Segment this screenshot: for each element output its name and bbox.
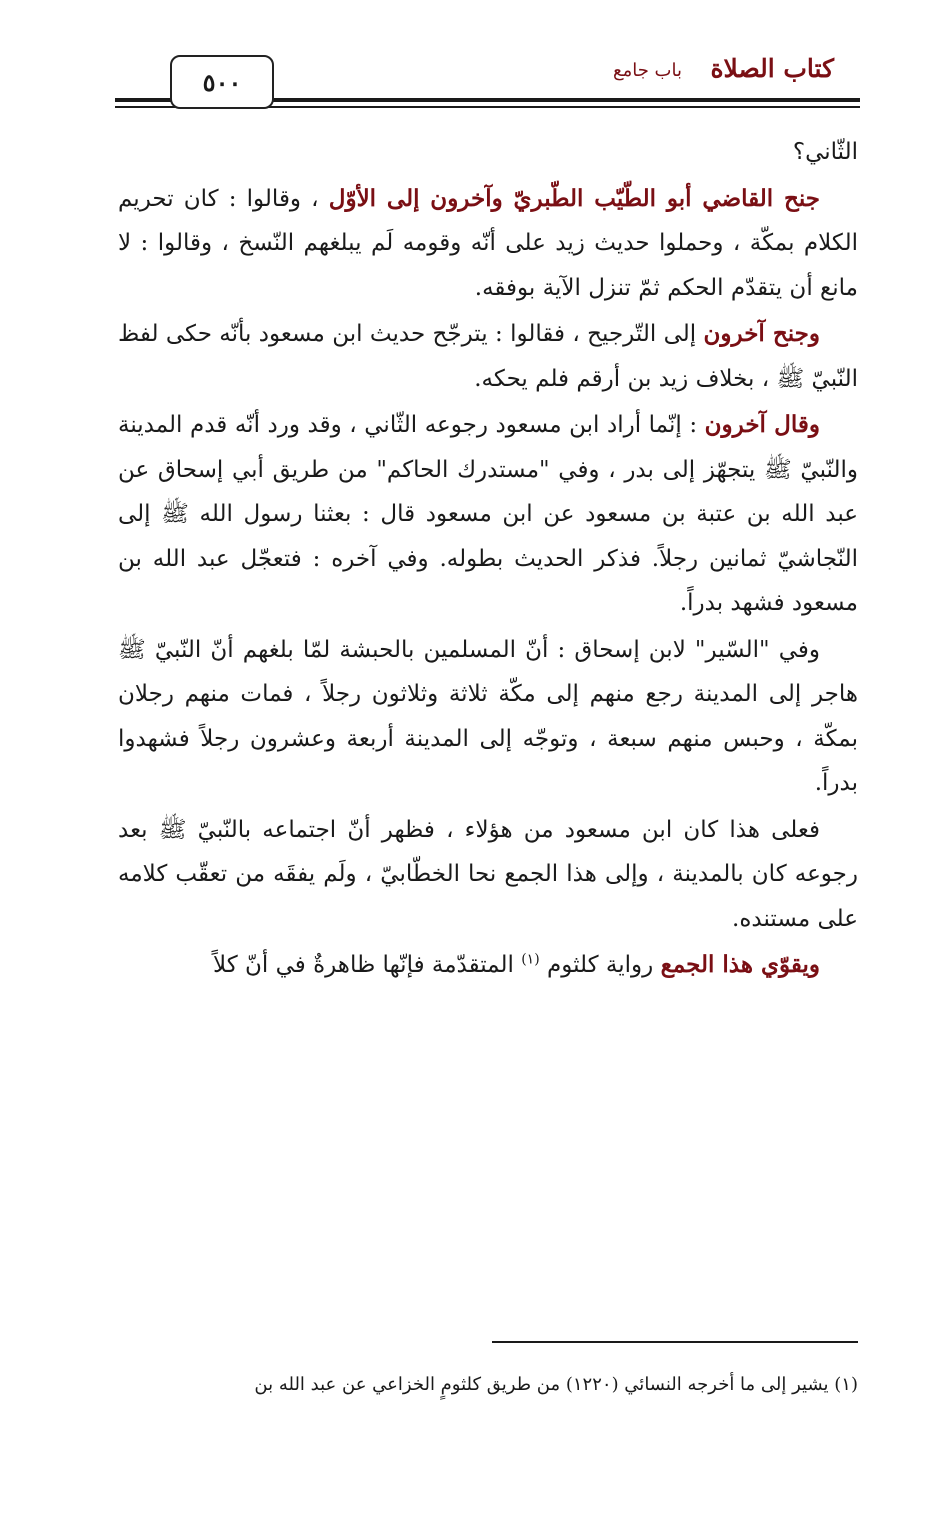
paragraph-text: إلى التّرجيح ، فقالوا : يترجّح حديث ابن مسعود بأنّه حكى لفظ النّبيّ ﷺ ، بخلاف زيد بن أرقم فلم يحكه. bbox=[118, 321, 858, 392]
highlight-text: ويقوّي هذا الجمع bbox=[660, 951, 820, 978]
paragraph-4 bbox=[118, 403, 858, 626]
paragraph-text: وفي "السّير" لابن إسحاق : أنّ المسلمين بالحبشة لمّا بلغهم أنّ النّبيّ ﷺ هاجر إلى المدينة رجع منهم إلى مكّة ثلاثة وثلاثون رجلاً ، فمات منهم رجلان بمكّة ، وحبس منهم سبعة ، وتوجّه إلى المدينة أربعة وعشرون رجلاً فشهدوا بدراً. bbox=[118, 636, 858, 796]
page-header bbox=[115, 52, 860, 110]
footnote: (١) يشير إلى ما أخرجه النسائي (١٢٢٠) من طريق كلثومٍ الخزاعي عن عبد الله بن bbox=[254, 1374, 858, 1395]
paragraph-7 bbox=[118, 943, 858, 988]
paragraph-text: فعلى هذا كان ابن مسعود من هؤلاء ، فظهر أنّ اجتماعه بالنّبيّ ﷺ بعد رجوعه كان بالمدينة ، وإلى هذا الجمع نحا الخطّابيّ ، ولَم يفقَه من تعقّب كلامه على مستنده. bbox=[118, 816, 858, 932]
paragraph-text: : إنّما أراد ابن مسعود رجوعه الثّاني ، وقد ورد أنّه قدم المدينة والنّبيّ ﷺ يتجهّز إلى بدر ، وفي "مستدرك الحاكم" من طريق أبي إسحاق عن عبد الله بن عتبة بن مسعود عن ابن مسعود قال : بعثنا رسول الله ﷺ إلى النّجاشيّ ثمانين رجلاً. فذكر الحديث بطوله. وفي آخره : فتعجّل عبد الله بن مسعود فشهد بدراً. bbox=[118, 412, 858, 616]
book-title: كتاب الصلاة bbox=[710, 54, 834, 83]
page-number: ٥٠٠ bbox=[170, 55, 274, 109]
paragraph-text: رواية كلثوم bbox=[539, 952, 661, 978]
highlight-text: وجنح آخرون bbox=[703, 320, 820, 347]
paragraph-text: المتقدّمة فإنّها ظاهرةٌ في أنّ كلاً bbox=[213, 952, 522, 978]
chapter-title: باب جامع bbox=[613, 60, 682, 81]
footnote-separator bbox=[492, 1341, 858, 1343]
paragraph-text: ، وقالوا : كان تحريم الكلام بمكّة ، وحملوا حديث زيد على أنّه وقومه لَم يبلغهم النّسخ ، وقالوا : لا مانع أن يتقدّم الحكم ثمّ تنزل الآية بوفقه. bbox=[118, 185, 858, 301]
paragraph-1 bbox=[118, 130, 858, 175]
main-text bbox=[118, 130, 858, 988]
paragraph-6 bbox=[118, 808, 858, 942]
paragraph-text: الثّاني؟ bbox=[792, 139, 858, 165]
highlight-text: جنح القاضي أبو الطّيّب الطّبريّ وآخرون إلى الأوّل bbox=[328, 184, 820, 212]
paragraph-3 bbox=[118, 312, 858, 401]
highlight-text: وقال آخرون bbox=[704, 411, 821, 438]
paragraph-5 bbox=[118, 628, 858, 806]
paragraph-2 bbox=[118, 177, 858, 311]
footnote-reference[interactable]: (١) bbox=[521, 951, 540, 968]
